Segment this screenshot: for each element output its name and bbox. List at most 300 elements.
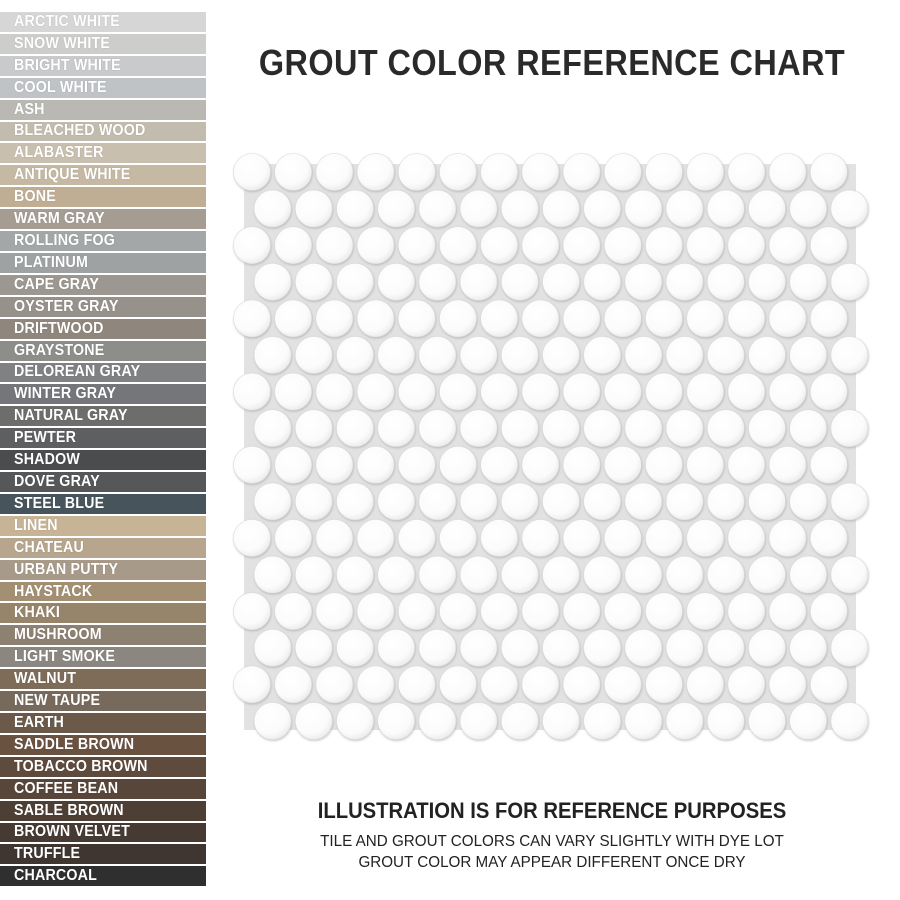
penny-tile [378,483,415,520]
penny-tile [440,593,477,630]
grout-swatch-label: DELOREAN GRAY [14,363,141,381]
penny-tile [440,373,477,410]
penny-tile [543,556,580,593]
penny-tile [275,300,312,337]
grout-swatch [0,603,206,625]
notes-line-once-dry: GROUT COLOR MAY APPEAR DIFFERENT ONCE DRY [358,854,746,871]
penny-tile [687,520,724,557]
penny-tile [543,190,580,227]
penny-tile [522,446,559,483]
notes-line-dye-lot: TILE AND GROUT COLORS CAN VARY SLIGHTLY WITH DYE LOT [320,833,784,850]
penny-tile [378,337,415,374]
grout-swatch-label: SNOW WHITE [14,34,111,52]
grout-swatch-label: SHADOW [14,451,81,469]
penny-round-mosaic-tile-icon [230,148,875,746]
grout-swatch-label: SABLE BROWN [14,801,124,819]
grout-swatch-list [0,12,206,888]
grout-swatch [0,12,206,34]
penny-tile [357,227,394,264]
penny-tile [295,337,332,374]
penny-tile [481,593,518,630]
penny-tile [440,300,477,337]
penny-tile [419,410,456,447]
penny-tile [275,373,312,410]
grout-swatch [0,538,206,560]
penny-tile [810,154,847,191]
grout-swatch-label: EARTH [14,713,65,731]
penny-tile [625,556,662,593]
penny-tile [254,703,291,740]
grout-swatch-label: BRIGHT WHITE [14,56,121,74]
penny-tile [501,337,538,374]
penny-tile [295,483,332,520]
penny-tile [728,593,765,630]
penny-tile [316,666,353,703]
penny-tile [316,593,353,630]
penny-tile [728,666,765,703]
penny-tile [604,227,641,264]
penny-tile [398,446,435,483]
penny-tile [275,227,312,264]
penny-tile [357,373,394,410]
grout-swatch [0,363,206,385]
grout-swatch-label: URBAN PUTTY [14,560,119,578]
grout-swatch-label: BROWN VELVET [14,823,131,841]
penny-tile [543,337,580,374]
penny-tile [625,629,662,666]
penny-tile [234,154,271,191]
penny-tile [481,227,518,264]
grout-swatch-label: ANTIQUE WHITE [14,166,131,184]
grout-swatch [0,866,206,888]
grout-swatch-label: COOL WHITE [14,78,107,96]
grout-swatch-label: CAPE GRAY [14,275,100,293]
grout-swatch-label: MUSHROOM [14,626,102,644]
grout-swatch [0,384,206,406]
grout-swatch-label: OYSTER GRAY [14,297,119,315]
grout-swatch-label: ASH [14,100,45,118]
penny-tile [419,629,456,666]
grout-swatch-label: BONE [14,188,56,206]
penny-tile [707,190,744,227]
grout-swatch-label: KHAKI [14,604,61,622]
penny-tile [337,629,374,666]
penny-tile [584,629,621,666]
penny-tile [625,263,662,300]
grout-swatch [0,122,206,144]
penny-tile [604,154,641,191]
grout-swatch [0,691,206,713]
penny-tile [625,337,662,374]
grout-swatch-label: PEWTER [14,429,77,447]
penny-tile [666,483,703,520]
grout-swatch [0,582,206,604]
penny-tile [481,520,518,557]
grout-swatch-label: PLATINUM [14,253,89,271]
penny-tile [584,410,621,447]
grout-swatch-label: NEW TAUPE [14,692,101,710]
notes-heading: ILLUSTRATION IS FOR REFERENCE PURPOSES [317,798,787,823]
penny-tile [419,556,456,593]
penny-tile [316,154,353,191]
penny-tile [357,300,394,337]
penny-tile [275,593,312,630]
penny-tile [563,373,600,410]
grout-swatch [0,472,206,494]
penny-tile [460,190,497,227]
penny-tile [687,666,724,703]
grout-swatch-label: ROLLING FOG [14,232,116,250]
grout-swatch [0,669,206,691]
grout-swatch [0,100,206,122]
penny-tile [604,373,641,410]
penny-tile [790,556,827,593]
penny-tile [254,629,291,666]
penny-tile [543,703,580,740]
penny-tile [584,703,621,740]
penny-tile [254,410,291,447]
penny-tile [234,300,271,337]
penny-tile [749,190,786,227]
penny-tile [666,703,703,740]
grout-swatch-label: ALABASTER [14,144,104,162]
grout-swatch-label: CHATEAU [14,538,84,556]
penny-tile [419,337,456,374]
penny-tile [337,190,374,227]
penny-tile [460,556,497,593]
grout-swatch [0,647,206,669]
penny-tile [398,227,435,264]
penny-tile [769,373,806,410]
penny-tile [378,263,415,300]
penny-tile [831,483,868,520]
penny-tile [275,446,312,483]
penny-tile [584,190,621,227]
penny-tile [666,629,703,666]
penny-tile [810,373,847,410]
penny-tile [295,629,332,666]
penny-tile [378,703,415,740]
penny-tile [769,154,806,191]
penny-tile [563,227,600,264]
grout-swatch-label: WINTER GRAY [14,385,117,403]
grout-swatch [0,428,206,450]
grout-swatch [0,757,206,779]
penny-tile [604,666,641,703]
penny-tile [810,520,847,557]
penny-tile [275,520,312,557]
penny-tile [254,483,291,520]
penny-tile [769,446,806,483]
penny-tile [563,154,600,191]
penny-tile [543,263,580,300]
penny-tile [625,410,662,447]
grout-swatch-label: BLEACHED WOOD [14,122,146,140]
grout-swatch [0,143,206,165]
penny-tile [604,593,641,630]
grout-swatch-label: WALNUT [14,670,77,688]
grout-swatch [0,165,206,187]
grout-swatch [0,735,206,757]
penny-tile [378,556,415,593]
penny-tile [646,300,683,337]
grout-swatch-label: LINEN [14,516,58,534]
penny-tile [460,410,497,447]
penny-tile [522,300,559,337]
grout-swatch [0,560,206,582]
penny-tile [295,410,332,447]
penny-tile [584,556,621,593]
grout-swatch-label: NATURAL GRAY [14,407,128,425]
penny-tile [275,666,312,703]
grout-swatch-label: GRAYSTONE [14,341,105,359]
penny-tile [831,556,868,593]
grout-swatch [0,231,206,253]
penny-tile [398,300,435,337]
penny-tile [646,666,683,703]
penny-tile [234,373,271,410]
penny-tile [728,520,765,557]
penny-tile [357,520,394,557]
penny-tile [584,337,621,374]
penny-tile [769,520,806,557]
penny-tile [398,666,435,703]
penny-tile [604,300,641,337]
penny-tile [398,373,435,410]
penny-tile [584,263,621,300]
penny-tile [337,337,374,374]
penny-tile [831,703,868,740]
penny-tile [563,446,600,483]
penny-tile [728,446,765,483]
penny-tile [234,446,271,483]
penny-tile [501,556,538,593]
grout-swatch [0,823,206,845]
penny-tile [646,593,683,630]
penny-tile [501,263,538,300]
grout-swatch [0,844,206,866]
penny-tile [398,154,435,191]
penny-tile [357,593,394,630]
penny-tile [687,373,724,410]
penny-tile [604,520,641,557]
penny-tile [398,520,435,557]
penny-tile [543,483,580,520]
penny-tile [481,300,518,337]
grout-swatch [0,516,206,538]
penny-tile [234,227,271,264]
grout-swatch-label: TOBACCO BROWN [14,757,148,775]
penny-tile [604,446,641,483]
penny-tile [707,337,744,374]
penny-tile [501,629,538,666]
penny-tile [357,154,394,191]
penny-tile [790,337,827,374]
penny-tile [563,300,600,337]
grout-swatch-label: TRUFFLE [14,845,81,863]
penny-tile [522,520,559,557]
grout-swatch [0,56,206,78]
penny-tile [728,373,765,410]
grout-swatch [0,713,206,735]
penny-tile [646,154,683,191]
penny-tile [790,483,827,520]
grout-swatch [0,494,206,516]
grout-swatch [0,297,206,319]
penny-tile [316,446,353,483]
penny-tile [234,520,271,557]
penny-tile [440,666,477,703]
penny-tile [810,227,847,264]
penny-tile [625,703,662,740]
grout-swatch-label: DOVE GRAY [14,472,100,490]
penny-tile [707,483,744,520]
penny-tile [543,410,580,447]
penny-tile [646,373,683,410]
penny-tile [749,263,786,300]
penny-tile [831,337,868,374]
penny-tile [460,483,497,520]
penny-tile [666,337,703,374]
penny-tile [707,556,744,593]
penny-tile [625,483,662,520]
penny-tile [501,190,538,227]
grout-swatch-label: DRIFTWOOD [14,319,104,337]
grout-swatch-label: SADDLE BROWN [14,735,135,753]
penny-tile [337,263,374,300]
grout-swatch-label: WARM GRAY [14,210,105,228]
penny-tile [378,629,415,666]
penny-tile [728,227,765,264]
penny-tile [316,300,353,337]
penny-tile [749,556,786,593]
penny-tile [728,300,765,337]
penny-tile [707,629,744,666]
penny-tile [666,410,703,447]
penny-tile [790,410,827,447]
penny-tile [522,373,559,410]
penny-tile [749,410,786,447]
penny-tile [769,593,806,630]
penny-tile [275,154,312,191]
penny-tile [522,227,559,264]
penny-tile [831,410,868,447]
penny-tile [440,227,477,264]
penny-tile [234,593,271,630]
grout-swatch-label: LIGHT SMOKE [14,648,116,666]
penny-tile [707,263,744,300]
penny-tile [254,337,291,374]
penny-tile [295,190,332,227]
penny-tile [398,593,435,630]
penny-tile [522,593,559,630]
penny-tile [831,263,868,300]
grout-swatch [0,253,206,275]
penny-tile [501,410,538,447]
penny-tile [419,703,456,740]
penny-tile [460,629,497,666]
penny-tile [254,190,291,227]
penny-tile [295,556,332,593]
grout-swatch [0,187,206,209]
grout-swatch-label: CHARCOAL [14,867,98,885]
grout-swatch-label: STEEL BLUE [14,494,105,512]
penny-tile [481,446,518,483]
grout-swatch [0,341,206,363]
penny-tile [254,556,291,593]
penny-tile [810,593,847,630]
penny-tile [749,703,786,740]
grout-swatch [0,406,206,428]
penny-tile [419,263,456,300]
penny-tile [543,629,580,666]
penny-tile [728,154,765,191]
penny-tile [749,483,786,520]
penny-tile [584,483,621,520]
penny-tile [460,263,497,300]
penny-tile [749,337,786,374]
penny-tile [563,593,600,630]
penny-tile [460,703,497,740]
penny-tile [481,154,518,191]
penny-tile [522,666,559,703]
penny-tile [357,666,394,703]
penny-tile [666,190,703,227]
penny-tile [831,190,868,227]
penny-tile [687,593,724,630]
penny-tile [378,410,415,447]
penny-tile [831,629,868,666]
penny-tile [687,227,724,264]
penny-tile [234,666,271,703]
penny-tile [707,410,744,447]
penny-tile [790,629,827,666]
penny-tile [810,666,847,703]
penny-tile [337,483,374,520]
chart-title: GROUT COLOR REFERENCE CHART [258,42,846,83]
penny-tile [646,446,683,483]
grout-swatch [0,450,206,472]
penny-tile [666,556,703,593]
grout-swatch [0,209,206,231]
penny-tile [666,263,703,300]
penny-tile [501,483,538,520]
penny-tile [810,446,847,483]
penny-tile [501,703,538,740]
penny-tile [481,373,518,410]
penny-tile [337,703,374,740]
penny-tile [295,263,332,300]
grout-swatch [0,319,206,341]
grout-swatch [0,78,206,100]
penny-tile [707,703,744,740]
penny-tile [769,666,806,703]
penny-tile [316,373,353,410]
penny-tile [481,666,518,703]
grout-swatch [0,275,206,297]
grout-swatch-label: COFFEE BEAN [14,779,119,797]
penny-tile [295,703,332,740]
penny-tile [790,190,827,227]
grout-swatch-label: ARCTIC WHITE [14,12,120,30]
penny-tile [790,263,827,300]
penny-tile [378,190,415,227]
grout-swatch-label: HAYSTACK [14,582,93,600]
penny-tile [254,263,291,300]
penny-tile [810,300,847,337]
penny-tile [687,446,724,483]
penny-tile [337,556,374,593]
